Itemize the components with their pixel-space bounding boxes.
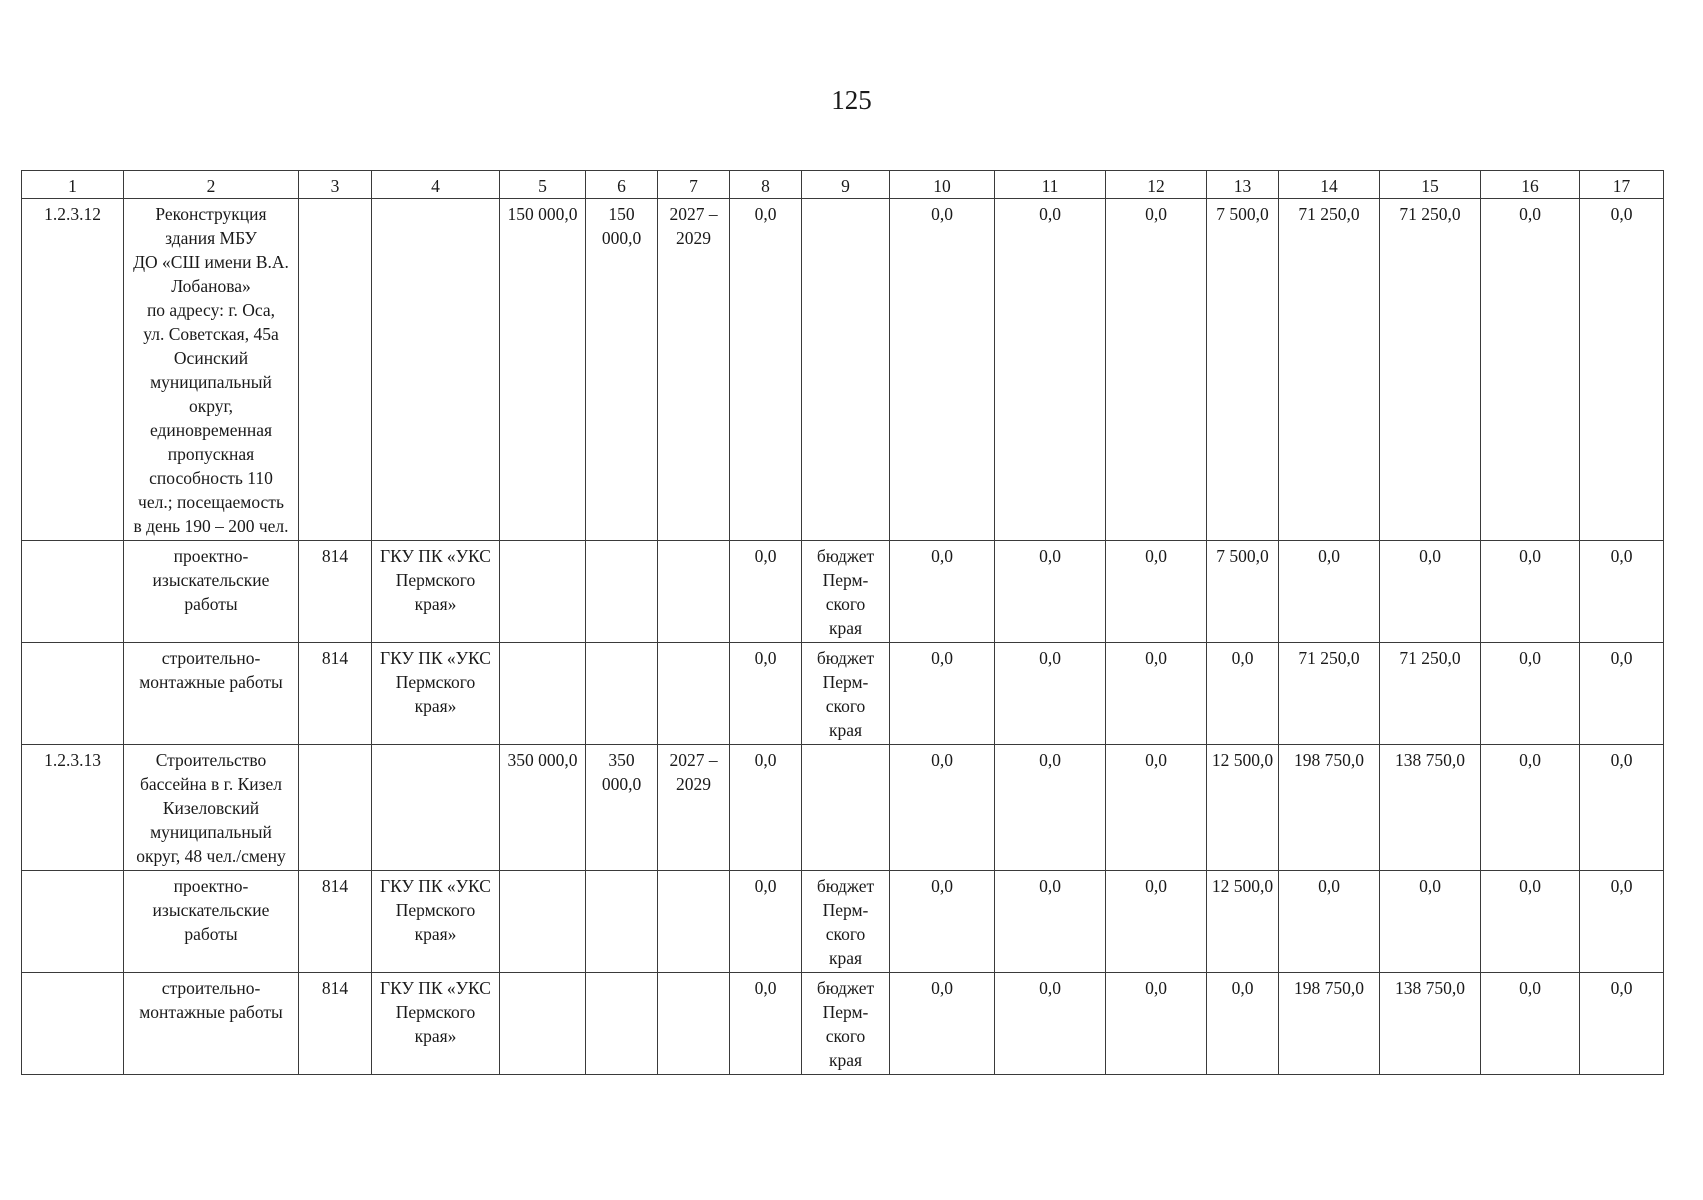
table-cell-col-9 (802, 541, 890, 643)
table-cell-col-10 (890, 745, 995, 871)
cell-text: 814 (321, 648, 349, 668)
column-header-12: 12 (1106, 171, 1207, 199)
cell-text: 814 (321, 978, 349, 998)
table-cell-col-17 (1580, 199, 1664, 541)
cell-text: ГКУ ПК «УКС Пермского края» (380, 978, 491, 1046)
table-cell-col-11 (995, 871, 1106, 973)
table-cell-col-2 (124, 745, 299, 871)
cell-text: 198 750,0 (1294, 978, 1364, 998)
cell-text: 0,0 (1318, 546, 1340, 566)
table-cell-col-12 (1106, 871, 1207, 973)
table-cell-col-9 (802, 643, 890, 745)
column-header-4: 4 (372, 171, 500, 199)
table-cell-col-15 (1380, 643, 1481, 745)
cell-text: 2027 – 2029 (669, 750, 718, 794)
cell-text: 0,0 (1039, 204, 1061, 224)
column-header-6: 6 (586, 171, 658, 199)
cell-text: 0,0 (931, 546, 953, 566)
cell-text: Строительство бассейна в г. Кизел Кизеловский муниципальный округ, 48 чел./смену (136, 750, 286, 866)
table-cell-col-5 (500, 643, 586, 745)
cell-text: 0,0 (1519, 750, 1541, 770)
cell-text: 0,0 (1318, 876, 1340, 896)
table-cell-col-4 (372, 643, 500, 745)
cell-text: 350 000,0 (601, 750, 642, 794)
column-header-9: 9 (802, 171, 890, 199)
cell-text: 138 750,0 (1395, 750, 1465, 770)
table-cell-col-12 (1106, 643, 1207, 745)
cell-text: строительно- монтажные работы (139, 978, 283, 1022)
cell-text: 350 000,0 (507, 750, 578, 770)
table-cell-col-10 (890, 199, 995, 541)
table-cell-col-13 (1207, 643, 1279, 745)
table-cell-col-9 (802, 199, 890, 541)
column-header-3: 3 (299, 171, 372, 199)
cell-text: 0,0 (1610, 204, 1633, 224)
cell-text: 0,0 (931, 750, 953, 770)
cell-text: 1.2.3.13 (44, 750, 101, 770)
table-cell-col-10 (890, 541, 995, 643)
column-header-11: 11 (995, 171, 1106, 199)
table-cell-col-3 (299, 643, 372, 745)
table-cell-col-4 (372, 871, 500, 973)
table-cell-col-7 (658, 199, 730, 541)
table-cell-col-5 (500, 745, 586, 871)
column-header-15: 15 (1380, 171, 1481, 199)
cell-text: 0,0 (1145, 750, 1167, 770)
page-number: 125 (831, 85, 872, 115)
table-cell-col-8 (730, 973, 802, 1075)
cell-text: 7 500,0 (1216, 204, 1269, 224)
table-cell-col-10 (890, 643, 995, 745)
cell-text: 1.2.3.12 (44, 204, 101, 224)
table-cell-col-5 (500, 199, 586, 541)
table-cell-col-8 (730, 199, 802, 541)
column-header-5: 5 (500, 171, 586, 199)
table-cell-col-16 (1481, 199, 1580, 541)
cell-text: 0,0 (1519, 546, 1541, 566)
cell-text: проектно- изыскательские работы (152, 876, 270, 944)
table-cell-col-11 (995, 643, 1106, 745)
table-row (22, 199, 1664, 541)
cell-text: 0,0 (1145, 876, 1167, 896)
table-cell-col-6 (586, 541, 658, 643)
cell-text: бюджет Перм- ского края (816, 546, 875, 638)
cell-text: 71 250,0 (1298, 204, 1360, 224)
cell-text: 0,0 (754, 978, 777, 998)
table-cell-col-4 (372, 745, 500, 871)
cell-text: 7 500,0 (1216, 546, 1269, 566)
table-cell-col-2 (124, 973, 299, 1075)
table-cell-col-15 (1380, 541, 1481, 643)
table-cell-col-17 (1580, 871, 1664, 973)
table-cell-col-4 (372, 541, 500, 643)
table-cell-col-14 (1279, 199, 1380, 541)
table-cell-col-9 (802, 871, 890, 973)
cell-text: 0,0 (1039, 876, 1061, 896)
cell-text: бюджет Перм- ского края (816, 978, 875, 1070)
cell-text: 0,0 (931, 978, 953, 998)
cell-text: 814 (321, 546, 349, 566)
cell-text: 0,0 (1145, 546, 1167, 566)
table-cell-col-12 (1106, 541, 1207, 643)
table-cell-col-5 (500, 973, 586, 1075)
cell-text: бюджет Перм- ского края (816, 876, 875, 968)
column-header-7: 7 (658, 171, 730, 199)
cell-text: 0,0 (931, 876, 953, 896)
table-cell-col-9 (802, 745, 890, 871)
column-header-10: 10 (890, 171, 995, 199)
table-cell-col-8 (730, 871, 802, 973)
cell-text: 0,0 (1610, 876, 1633, 896)
cell-text: 0,0 (1610, 978, 1633, 998)
table-cell-col-1 (22, 541, 124, 643)
cell-text: 0,0 (1039, 750, 1061, 770)
table-cell-col-15 (1380, 973, 1481, 1075)
table-row (22, 973, 1664, 1075)
table-cell-col-17 (1580, 973, 1664, 1075)
cell-text: 150 000,0 (601, 204, 642, 248)
cell-text: строительно- монтажные работы (139, 648, 283, 692)
table-cell-col-13 (1207, 199, 1279, 541)
cell-text: 0,0 (1419, 876, 1441, 896)
table-cell-col-5 (500, 541, 586, 643)
table-cell-col-6 (586, 973, 658, 1075)
table-cell-col-1 (22, 199, 124, 541)
cell-text: 0,0 (754, 876, 777, 896)
cell-text: 12 500,0 (1211, 876, 1274, 896)
table-cell-col-15 (1380, 745, 1481, 871)
cell-text: ГКУ ПК «УКС Пермского края» (380, 648, 491, 716)
table-cell-col-14 (1279, 541, 1380, 643)
cell-text: 71 250,0 (1298, 648, 1360, 668)
table-cell-col-8 (730, 541, 802, 643)
table-cell-col-13 (1207, 871, 1279, 973)
cell-text: 0,0 (1231, 648, 1254, 668)
cell-text: проектно- изыскательские работы (152, 546, 270, 614)
table-row (22, 541, 1664, 643)
table-cell-col-7 (658, 745, 730, 871)
table-cell-col-16 (1481, 745, 1580, 871)
table-cell-col-2 (124, 541, 299, 643)
column-header-17: 17 (1580, 171, 1664, 199)
table-cell-col-6 (586, 745, 658, 871)
cell-text: 150 000,0 (507, 204, 578, 224)
cell-text: 12 500,0 (1211, 750, 1274, 770)
table-cell-col-4 (372, 973, 500, 1075)
cell-text: 0,0 (754, 750, 777, 770)
table-cell-col-15 (1380, 871, 1481, 973)
cell-text: 0,0 (1519, 978, 1541, 998)
column-header-1: 1 (22, 171, 124, 199)
table-cell-col-8 (730, 745, 802, 871)
cell-text: 198 750,0 (1294, 750, 1364, 770)
table-cell-col-14 (1279, 745, 1380, 871)
cell-text: 0,0 (1145, 204, 1167, 224)
table-header-row (22, 171, 1664, 199)
cell-text: 0,0 (1610, 750, 1633, 770)
column-header-16: 16 (1481, 171, 1580, 199)
cell-text: бюджет Перм- ского края (816, 648, 875, 740)
table-cell-col-13 (1207, 541, 1279, 643)
table-cell-col-7 (658, 973, 730, 1075)
table-cell-col-15 (1380, 199, 1481, 541)
table-cell-col-2 (124, 871, 299, 973)
table-cell-col-14 (1279, 973, 1380, 1075)
cell-text: 0,0 (931, 204, 953, 224)
cell-text: 0,0 (1610, 546, 1633, 566)
cell-text: Реконструкция здания МБУ ДО «СШ имени В.А. Лобанова» по адресу: г. Оса, ул. Советская, 45а Осинский муниципальный округ, единовременная пропускная способность 110 чел.; посещаемость в день 190 – 200 чел. (133, 204, 289, 536)
cell-text: 0,0 (1519, 876, 1541, 896)
budget-table (21, 170, 1664, 1075)
table-cell-col-11 (995, 745, 1106, 871)
table-cell-col-12 (1106, 973, 1207, 1075)
table-cell-col-6 (586, 871, 658, 973)
cell-text: 0,0 (754, 546, 777, 566)
cell-text: 0,0 (1231, 978, 1254, 998)
table-cell-col-7 (658, 643, 730, 745)
table-cell-col-3 (299, 973, 372, 1075)
table-cell-col-12 (1106, 199, 1207, 541)
cell-text: 0,0 (1610, 648, 1633, 668)
table-cell-col-8 (730, 643, 802, 745)
cell-text: ГКУ ПК «УКС Пермского края» (380, 546, 491, 614)
column-header-13: 13 (1207, 171, 1279, 199)
table-cell-col-7 (658, 871, 730, 973)
table-cell-col-5 (500, 871, 586, 973)
table-cell-col-12 (1106, 745, 1207, 871)
table-cell-col-3 (299, 199, 372, 541)
cell-text: 2027 – 2029 (669, 204, 718, 248)
table-row (22, 745, 1664, 871)
cell-text: 0,0 (931, 648, 953, 668)
table-cell-col-10 (890, 871, 995, 973)
table-cell-col-14 (1279, 643, 1380, 745)
cell-text: 0,0 (754, 648, 777, 668)
table-cell-col-13 (1207, 973, 1279, 1075)
cell-text: 71 250,0 (1399, 204, 1461, 224)
table-cell-col-6 (586, 643, 658, 745)
table-cell-col-3 (299, 871, 372, 973)
cell-text: 138 750,0 (1395, 978, 1465, 998)
table-cell-col-9 (802, 973, 890, 1075)
table-cell-col-17 (1580, 643, 1664, 745)
table-row (22, 871, 1664, 973)
table-cell-col-3 (299, 541, 372, 643)
cell-text: 0,0 (1039, 546, 1061, 566)
cell-text: 0,0 (1039, 978, 1061, 998)
table-row (22, 643, 1664, 745)
table-cell-col-2 (124, 643, 299, 745)
table-cell-col-1 (22, 871, 124, 973)
cell-text: 0,0 (1145, 648, 1167, 668)
column-header-14: 14 (1279, 171, 1380, 199)
table-cell-col-1 (22, 643, 124, 745)
table-cell-col-16 (1481, 541, 1580, 643)
cell-text: 814 (321, 876, 349, 896)
table-cell-col-11 (995, 973, 1106, 1075)
cell-text: 0,0 (754, 204, 777, 224)
table-cell-col-3 (299, 745, 372, 871)
table-cell-col-4 (372, 199, 500, 541)
cell-text: 0,0 (1145, 978, 1167, 998)
column-header-8: 8 (730, 171, 802, 199)
cell-text: 71 250,0 (1399, 648, 1461, 668)
table-cell-col-17 (1580, 541, 1664, 643)
cell-text: 0,0 (1519, 648, 1541, 668)
table-cell-col-11 (995, 199, 1106, 541)
table-cell-col-2 (124, 199, 299, 541)
table-cell-col-1 (22, 745, 124, 871)
column-header-2: 2 (124, 171, 299, 199)
table-cell-col-14 (1279, 871, 1380, 973)
table-cell-col-1 (22, 973, 124, 1075)
table-cell-col-16 (1481, 871, 1580, 973)
cell-text: ГКУ ПК «УКС Пермского края» (380, 876, 491, 944)
table-cell-col-13 (1207, 745, 1279, 871)
table-cell-col-16 (1481, 643, 1580, 745)
table-cell-col-17 (1580, 745, 1664, 871)
cell-text: 0,0 (1419, 546, 1441, 566)
table-cell-col-11 (995, 541, 1106, 643)
cell-text: 0,0 (1519, 204, 1541, 224)
table-cell-col-16 (1481, 973, 1580, 1075)
table-cell-col-6 (586, 199, 658, 541)
table-cell-col-10 (890, 973, 995, 1075)
cell-text: 0,0 (1039, 648, 1061, 668)
table-cell-col-7 (658, 541, 730, 643)
